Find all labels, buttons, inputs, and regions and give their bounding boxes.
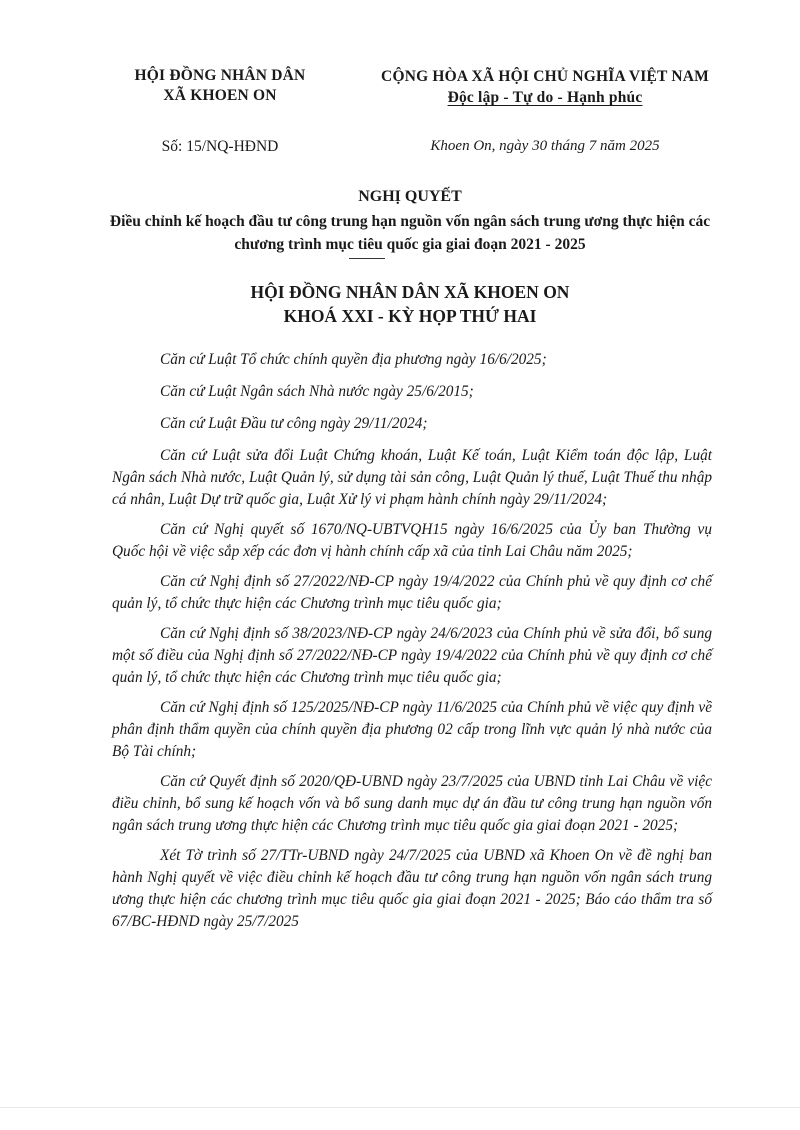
- reference-number: Số: 15/NQ-HĐND: [161, 138, 279, 155]
- national-motto: Độc lập - Tự do - Hạnh phúc: [447, 89, 643, 106]
- legal-basis-item: Căn cứ Luật Đầu tư công ngày 29/11/2024;: [160, 415, 428, 432]
- issuing-organization: [100, 66, 340, 106]
- national-heading: [345, 66, 745, 108]
- document-subject: Điều chỉnh kế hoạch đầu tư công trung hạn nguồn vốn ngân sách trung ương thực hiện các chương trình mục tiêu quốc gia giai đoạn 2021 - 2025: [109, 213, 711, 253]
- legal-basis-item: Căn cứ Nghị định số 38/2023/NĐ-CP ngày 24/6/2023 của Chính phủ về sửa đổi, bổ sung một số điều của Nghị định số 27/2022/NĐ-CP ngày 19/4/2022 của Chính phủ về quy định cơ chế quản lý, tổ chức thực hiện các Chương trình mục tiêu quốc gia;: [112, 625, 712, 686]
- legal-basis-item: Căn cứ Nghị định số 125/2025/NĐ-CP ngày 11/6/2025 của Chính phủ về việc quy định về phân định thẩm quyền của chính quyền địa phương 02 cấp trong lĩnh vực quản lý nhà nước của Bộ Tài chính;: [112, 699, 712, 760]
- document-type: NGHỊ QUYẾT: [358, 188, 462, 205]
- preamble: [112, 349, 712, 941]
- legal-basis-item: Căn cứ Nghị quyết số 1670/NQ-UBTVQH15 ngày 16/6/2025 của Ủy ban Thường vụ Quốc hội về việc sắp xếp các đơn vị hành chính cấp xã của tỉnh Lai Châu năm 2025;: [112, 521, 712, 560]
- org-line-2: XÃ KHOEN ON: [163, 87, 277, 104]
- legal-basis-item: Căn cứ Nghị định số 27/2022/NĐ-CP ngày 19/4/2022 của Chính phủ về quy định cơ chế quản lý, tổ chức thực hiện các Chương trình mục tiêu quốc gia;: [112, 573, 712, 612]
- page-bottom-edge: [0, 1107, 800, 1108]
- council-name: HỘI ĐỒNG NHÂN DÂN XÃ KHOEN ON: [250, 282, 570, 302]
- title-separator: [349, 258, 385, 259]
- org-line-1: HỘI ĐỒNG NHÂN DÂN: [134, 67, 306, 84]
- legal-basis-item: Căn cứ Luật Tổ chức chính quyền địa phương ngày 16/6/2025;: [160, 351, 547, 368]
- legal-basis-item: Căn cứ Luật sửa đổi Luật Chứng khoán, Luật Kế toán, Luật Kiểm toán độc lập, Luật Ngân sách Nhà nước, Luật Quản lý, sử dụng tài sản công, Luật Quản lý thuế, Luật Thuế thu nhập cá nhân, Luật Dự trữ quốc gia, Luật Xử lý vi phạm hành chính ngày 29/11/2024;: [112, 447, 712, 508]
- nation-name: CỘNG HÒA XÃ HỘI CHỦ NGHĨA VIỆT NAM: [381, 68, 709, 85]
- council-session: KHOÁ XXI - KỲ HỌP THỨ HAI: [283, 306, 537, 326]
- legal-basis-item: Căn cứ Luật Ngân sách Nhà nước ngày 25/6/2015;: [160, 383, 474, 400]
- legal-basis-item: Căn cứ Quyết định số 2020/QĐ-UBND ngày 23/7/2025 của UBND tỉnh Lai Châu về việc điều chỉnh, bổ sung kế hoạch vốn và bổ sung danh mục dự án đầu tư công trung hạn nguồn vốn ngân sách trung ương thực hiện các Chương trình mục tiêu quốc gia giai đoạn 2021 - 2025;: [112, 773, 712, 834]
- place-date: Khoen On, ngày 30 tháng 7 năm 2025: [430, 138, 660, 154]
- legal-basis-item: Xét Tờ trình số 27/TTr-UBND ngày 24/7/2025 của UBND xã Khoen On về đề nghị ban hành Nghị quyết về việc điều chỉnh kế hoạch đầu tư công trung hạn nguồn vốn ngân sách trung ương thực hiện các chương trình mục tiêu quốc gia giai đoạn 2021 - 2025; Báo cáo thẩm tra số 67/BC-HĐND ngày 25/7/2025: [112, 847, 712, 930]
